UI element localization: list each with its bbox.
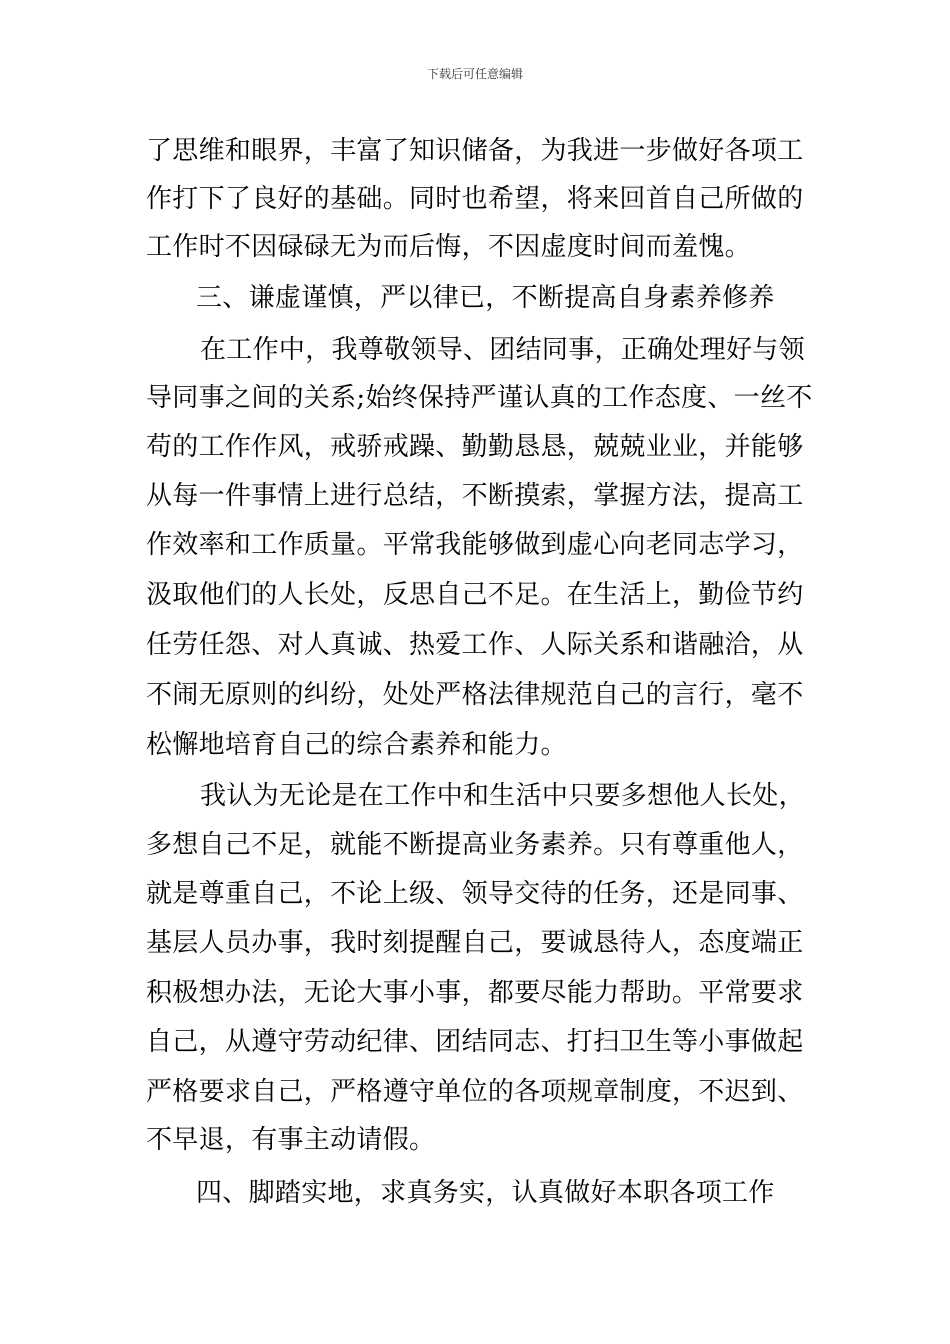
text-line: 我认为无论是在工作中和生活中只要多想他人长处， xyxy=(200,781,805,811)
text-line: 不早退，有事主动请假。 xyxy=(146,1125,436,1155)
text-line: 多想自己不足，就能不断提高业务素养。只有尊重他人， xyxy=(146,830,804,860)
text-line: 在工作中，我尊敬领导、团结同事，正确处理好与领 xyxy=(200,335,805,365)
text-line: 积极想办法，无论大事小事，都要尽能力帮助。平常要求 xyxy=(146,978,804,1008)
text-line: 严格要求自己，严格遵守单位的各项规章制度，不迟到、 xyxy=(146,1077,804,1107)
text-line: 自己，从遵守劳动纪律、团结同志、打扫卫生等小事做起 xyxy=(146,1027,804,1057)
text-line: 任劳任怨、对人真诚、热爱工作、人际关系和谐融洽，从 xyxy=(146,630,804,660)
section-heading: 四、脚踏实地，求真务实，认真做好本职各项工作 xyxy=(196,1178,775,1208)
section-heading: 三、谦虚谨慎，严以律已，不断提高自身素养修养 xyxy=(196,283,775,313)
text-line: 基层人员办事，我时刻提醒自己，要诚恳待人，态度端正 xyxy=(146,928,804,958)
text-line: 导同事之间的关系;始终保持严谨认真的工作态度、一丝不 xyxy=(146,383,813,413)
text-line: 苟的工作作风，戒骄戒躁、勤勤恳恳，兢兢业业，并能够 xyxy=(146,432,804,462)
text-line: 作效率和工作质量。平常我能够做到虚心向老同志学习， xyxy=(146,530,804,560)
text-line: 工作时不因碌碌无为而后悔，不因虚度时间而羞愧。 xyxy=(146,232,751,262)
text-line: 松懈地培育自己的综合素养和能力。 xyxy=(146,730,567,760)
text-line: 汲取他们的人长处，反思自己不足。在生活上，勤俭节约 xyxy=(146,580,804,610)
text-line: 从每一件事情上进行总结，不断摸索，掌握方法，提高工 xyxy=(146,481,804,511)
text-line: 了思维和眼界，丰富了知识储备，为我进一步做好各项工 xyxy=(146,136,804,166)
page-header: 下载后可任意编辑 xyxy=(426,67,523,81)
text-line: 不闹无原则的纠纷，处处严格法律规范自己的言行，毫不 xyxy=(146,680,804,710)
text-line: 作打下了良好的基础。同时也希望，将来回首自己所做的 xyxy=(146,184,804,214)
text-line: 就是尊重自己，不论上级、领导交待的任务，还是同事、 xyxy=(146,879,804,909)
